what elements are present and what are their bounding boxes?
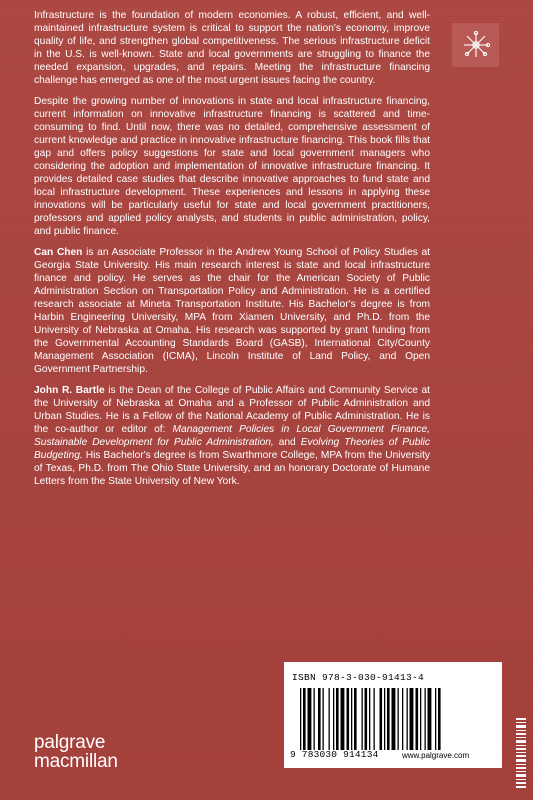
author-bio-chen-text: is an Associate Professor in the Andrew Young School of Policy Studies at Georgia State University. His main research interest is state and local infrastructure finance and policy. He serves as the chair for the American Society of Public Administration Section on Transportation Policy and Administration. He is a certified research associate at Mineta Transportation Institute. His Bachelor's degree is from Harbin Engineering University, MPA from Xiamen University, and Ph.D. from the University of Nebraska at Omaha. His research was supported by grant funding from the Governmental Accounting Standards Board (GASB), International City/County Management Association (ICMA), Lincoln Institute of Land Policy, and Open Government Partnership. (34, 247, 431, 375)
barcode-digits: 9 783030 914134 (290, 749, 379, 760)
isbn-number: ISBN 978-3-030-91413-4 (292, 672, 425, 683)
back-cover-text (34, 10, 430, 498)
author-name-bartle: John R. Bartle (34, 385, 105, 397)
author-bio-chen (34, 247, 430, 376)
series-logo (452, 23, 499, 67)
description-paragraph-2: Despite the growing number of innovations in state and local infrastructure financing, current information on innovative infrastructure financing is scattered and time-consuming to find. Until now, there was no detailed, comprehensive assessment of current knowledge and practice in innovative infrastructure financing. This book fills that gap and offers policy suggestions for state and local government managers who considering the adoption and implementation of innovative infrastructure financing. It provides detailed case studies that describe innovative approaches to fund state and local infrastructure development. These experiences and lessons in applying these innovations will be particularly useful for state and local government practitioners, professors and applied policy analysts, and students in public administration, policy, and public finance. (34, 96, 430, 237)
book-title-1: Management Policies in Local Government Finance, Sustainable Development for Public Administration, (34, 424, 430, 449)
barcode-icon (300, 688, 486, 750)
author-bio-bartle-text-3: His Bachelor's degree is from Swarthmore College, MPA from the University of Texas, Ph.D. from The Ohio State University, and an honorary Doctorate of Humane Letters from the State University of New York. (34, 450, 430, 487)
author-bio-bartle-text-2: and (273, 437, 301, 449)
network-logo-icon (459, 28, 493, 62)
author-bio-bartle (34, 385, 430, 488)
spine-barcode-strip (516, 718, 526, 788)
author-name-chen: Can Chen (34, 247, 83, 259)
publisher-name-line-2: macmillan (34, 751, 118, 772)
publisher-logo (34, 733, 118, 771)
publisher-name-line-1: palgrave (34, 732, 106, 753)
publisher-website: www.palgrave.com (402, 751, 470, 760)
author-bio-bartle-text-1: is the Dean of the College of Public Affairs and Community Service at the University of Nebraska at Omaha and a Professor of Public Administration and Urban Studies. He is a Fellow of the National Academy of Public Administration. He is the co-author or editor of: (34, 385, 430, 436)
description-paragraph-1: Infrastructure is the foundation of modern economies. A robust, efficient, and well-maintained infrastructure system is critical to support the nation's economy, improve quality of life, and strengthen global competitiveness. The serious infrastructure deficit in the U.S. is well-known. State and local governments are struggling to finance the needed expansion, upgrades, and repairs. Meeting the infrastructure financing challenge has emerged as one of the most urgent issues facing the country. (34, 10, 430, 86)
barcode-label (284, 662, 502, 768)
book-title-2: Evolving Theories of Public Budgeting. (34, 437, 430, 461)
